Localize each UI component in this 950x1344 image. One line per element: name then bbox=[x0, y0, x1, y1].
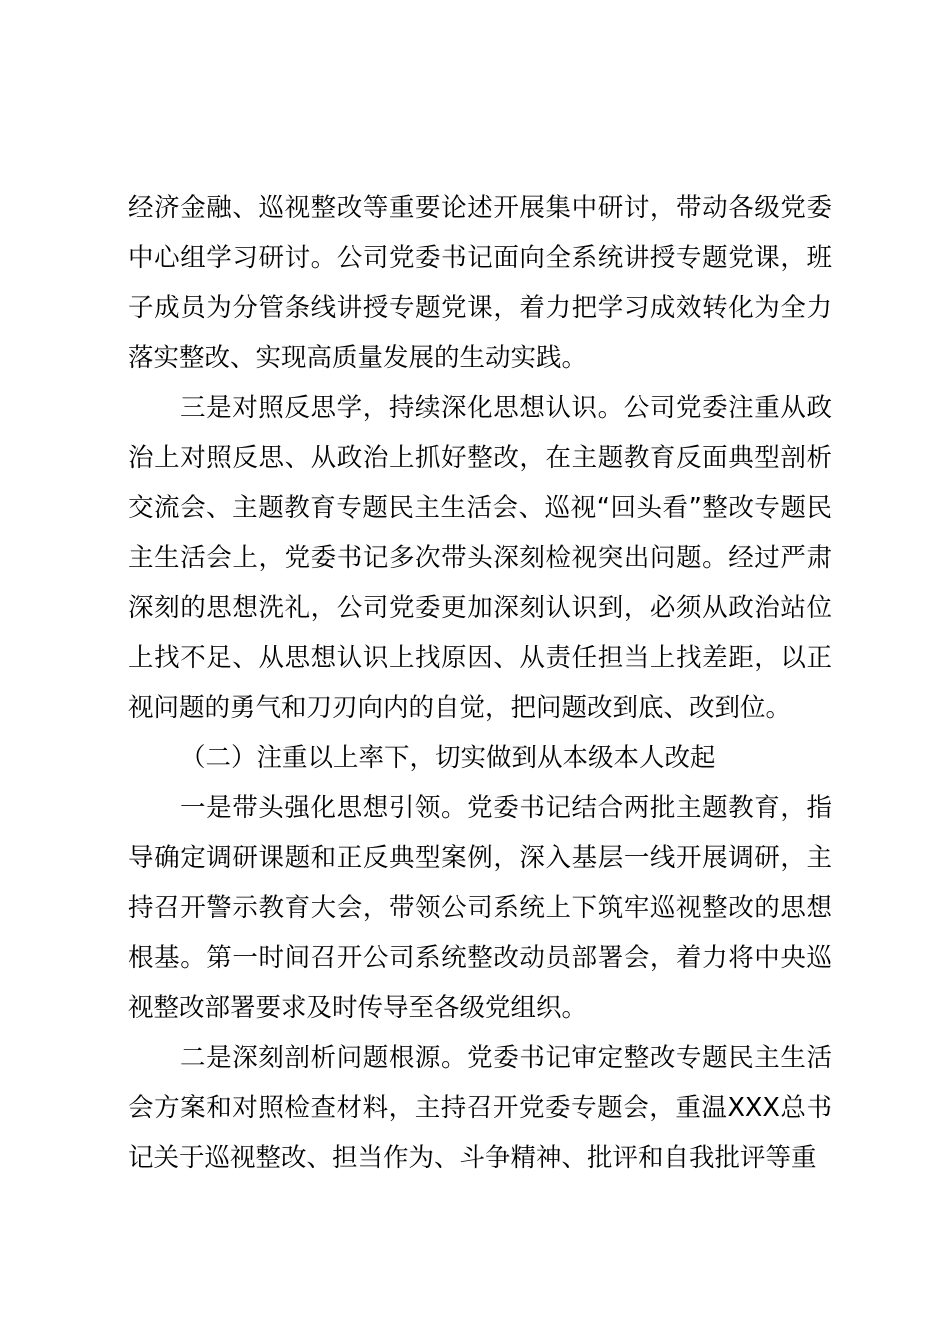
section-heading-two: （二）注重以上率下，切实做到从本级本人改起 bbox=[180, 743, 716, 773]
paragraph-point-two: 二是深刻剖析问题根源。党委书记审定整改专题民主生活会方案和对照检查材料，主持召开党委专题会，重温XXX总书记关于巡视整改、担当作为、斗争精神、批评和自我批评等重 bbox=[128, 1043, 832, 1173]
paragraph-continued: 经济金融、巡视整改等重要论述开展集中研讨，带动各级党委中心组学习研讨。公司党委书记面向全系统讲授专题党课，班子成员为分管条线讲授专题党课，着力把学习成效转化为全力落实整改、实现高质量发展的生动实践。 bbox=[128, 193, 832, 373]
paragraph-point-one: 一是带头强化思想引领。党委书记结合两批主题教育，指导确定调研课题和正反典型案例，深入基层一线开展调研，主持召开警示教育大会，带领公司系统上下筑牢巡视整改的思想根基。第一时间召开公司系统整改动员部署会，着力将中央巡视整改部署要求及时传导至各级党组织。 bbox=[128, 793, 832, 1023]
document-body bbox=[128, 183, 832, 1183]
paragraph-point-three: 三是对照反思学，持续深化思想认识。公司党委注重从政治上对照反思、从政治上抓好整改，在主题教育反面典型剖析交流会、主题教育专题民主生活会、巡视“回头看”整改专题民主生活会上，党委书记多次带头深刻检视突出问题。经过严肃深刻的思想洗礼，公司党委更加深刻认识到，必须从政治站位上找不足、从思想认识上找原因、从责任担当上找差距，以正视问题的勇气和刀刃向内的自觉，把问题改到底、改到位。 bbox=[128, 393, 832, 723]
